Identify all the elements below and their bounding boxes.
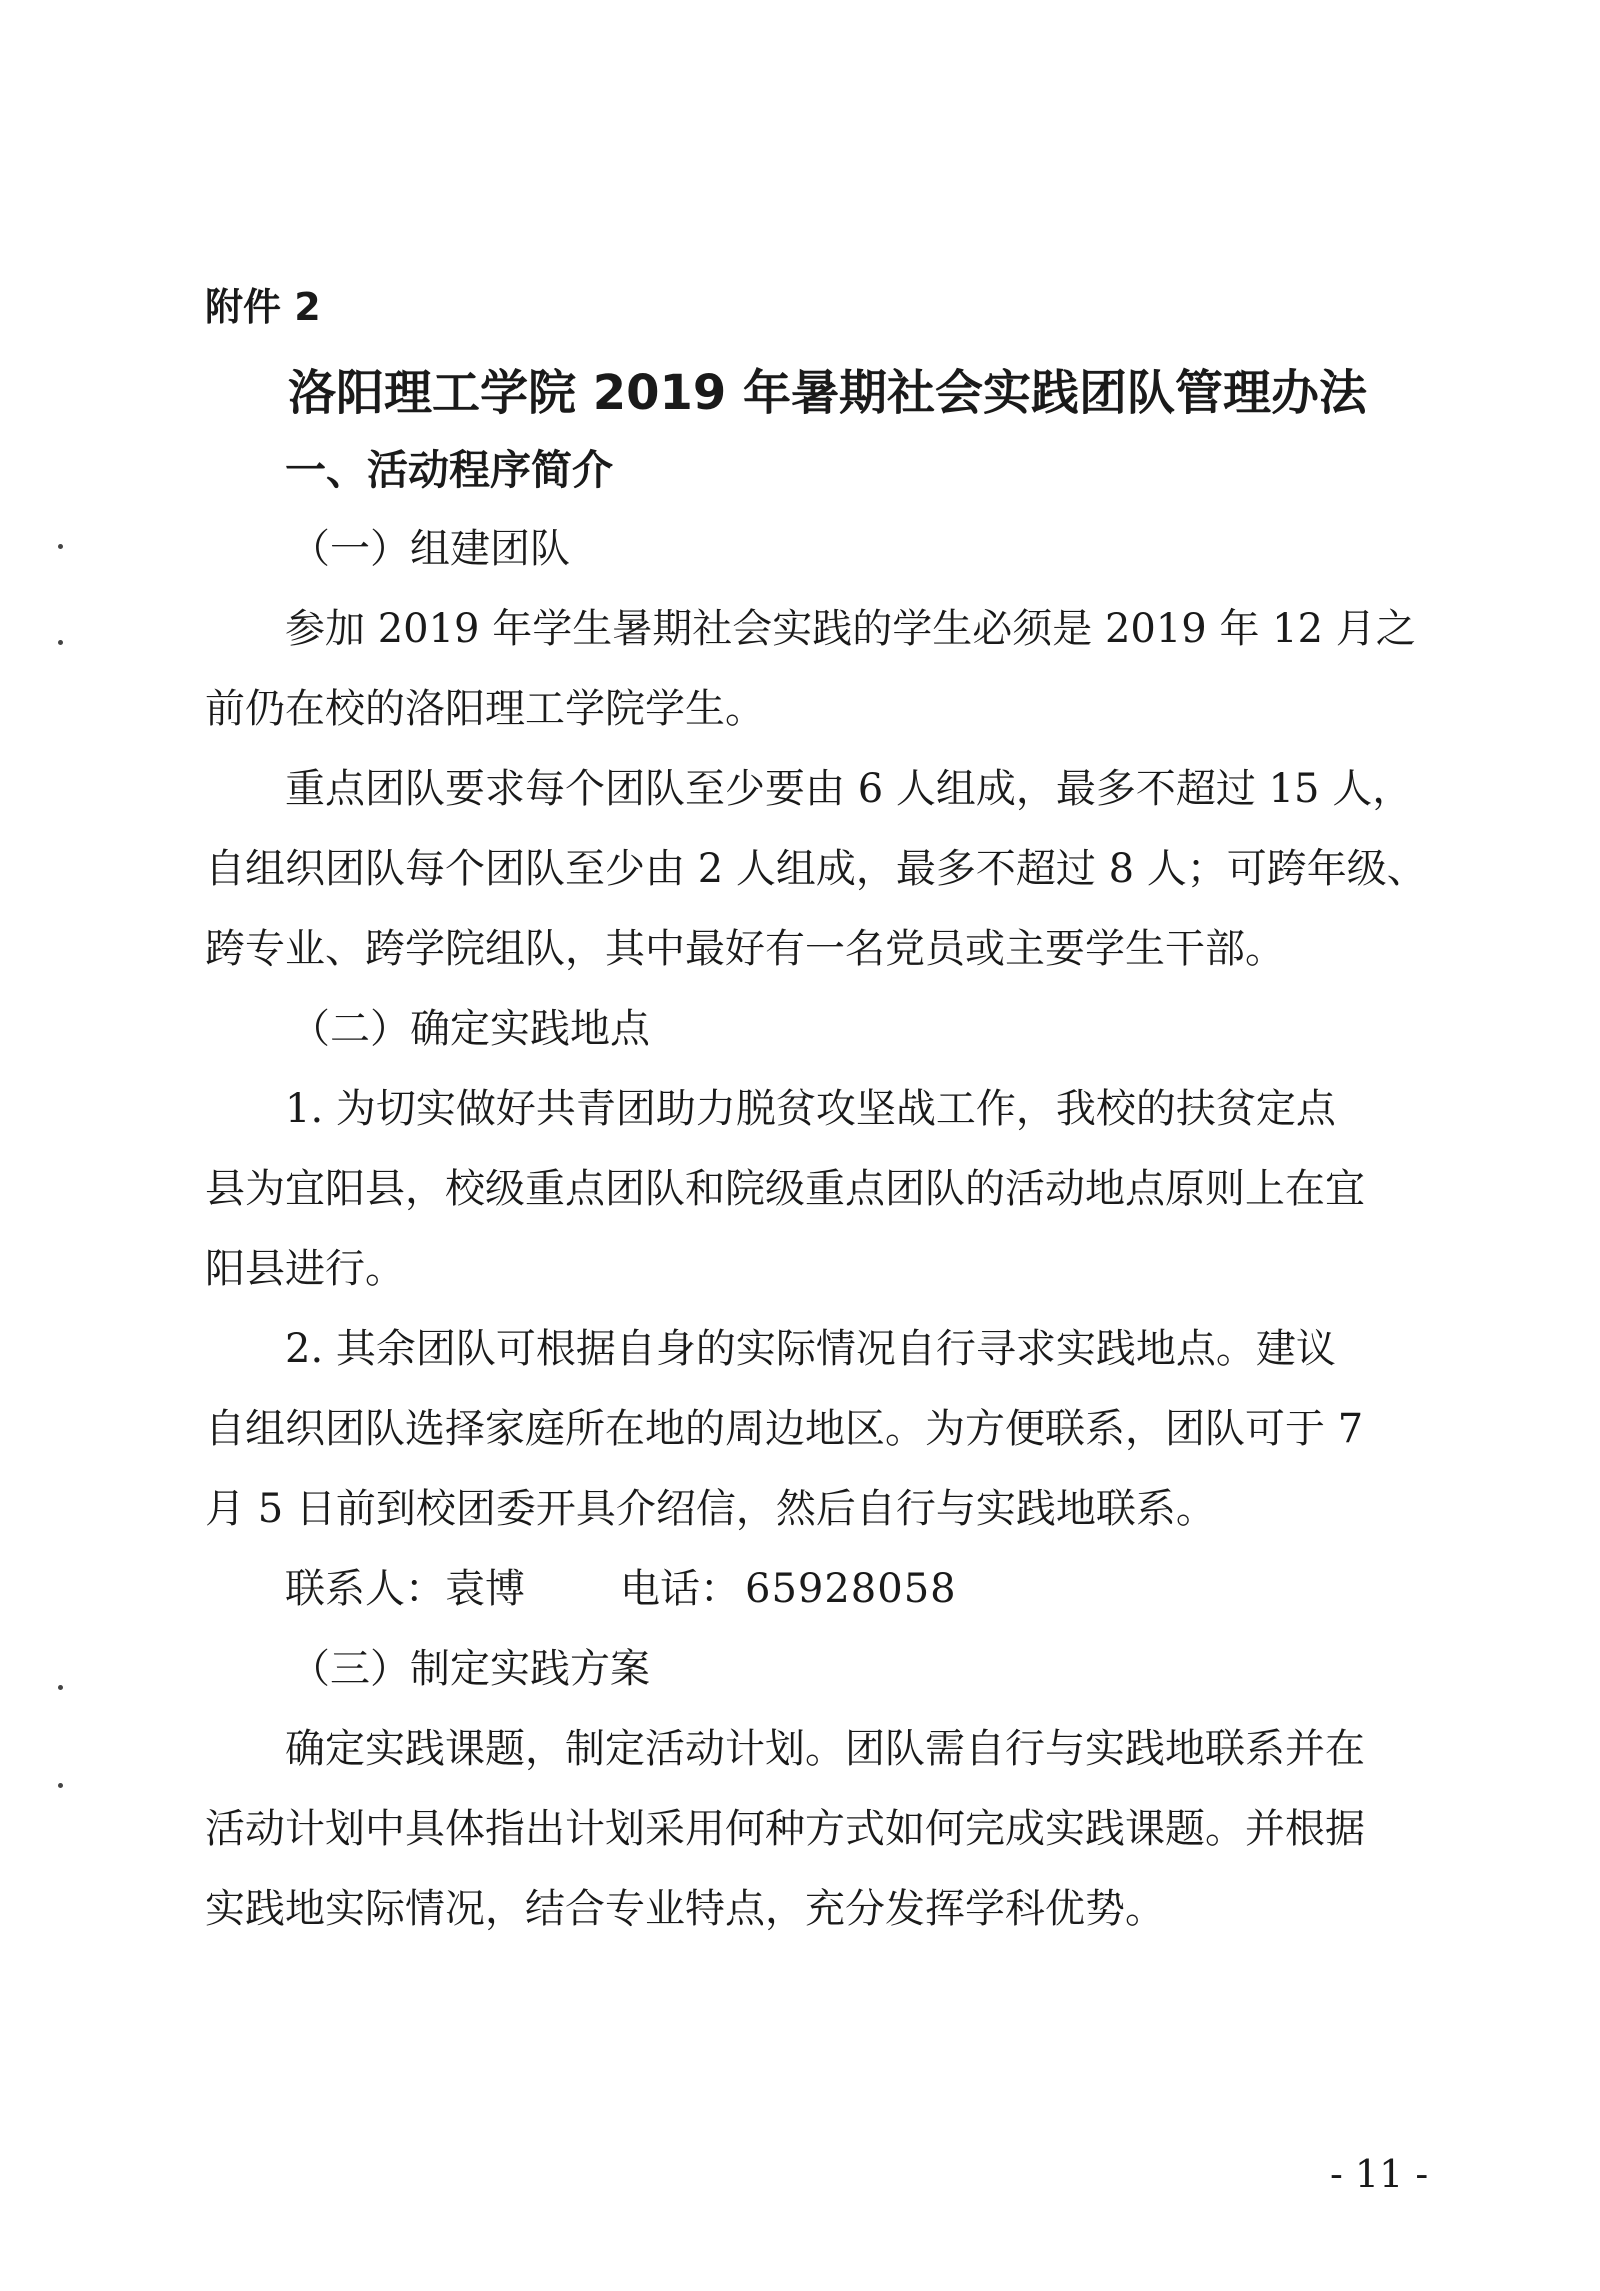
page-number: - 11 -	[1330, 2152, 1429, 2196]
section-heading: 一、活动程序简介	[285, 446, 613, 494]
paragraph-line: 县为宜阳县，校级重点团队和院级重点团队的活动地点原则上在宜	[205, 1166, 1365, 1212]
subsection-heading-organize-team: （一）组建团队	[290, 526, 570, 572]
paragraph-line: 实践地实际情况，结合专业特点，充分发挥学科优势。	[205, 1886, 1165, 1932]
paragraph-line: 自组织团队每个团队至少由 2 人组成，最多不超过 8 人；可跨年级、	[205, 846, 1427, 892]
paragraph-line: 自组织团队选择家庭所在地的周边地区。为方便联系，团队可于 7	[205, 1406, 1364, 1452]
scan-dot	[58, 544, 63, 549]
scan-dot	[58, 1783, 63, 1788]
paragraph-line: 活动计划中具体指出计划采用何种方式如何完成实践课题。并根据	[205, 1806, 1365, 1852]
paragraph-line: 2. 其余团队可根据自身的实际情况自行寻求实践地点。建议	[285, 1326, 1336, 1372]
document-title: 洛阳理工学院 2019 年暑期社会实践团队管理办法	[288, 365, 1368, 421]
paragraph-line: 确定实践课题，制定活动计划。团队需自行与实践地联系并在	[285, 1726, 1365, 1772]
scan-dot	[58, 640, 63, 645]
attachment-label: 附件 2	[205, 285, 321, 329]
phone-number: 65928058	[745, 1566, 957, 1612]
paragraph-line: 阳县进行。	[205, 1246, 405, 1292]
contact-person: 联系人：袁博	[285, 1566, 525, 1612]
scan-dot	[58, 1685, 63, 1690]
subsection-heading-practice-location: （二）确定实践地点	[290, 1006, 650, 1052]
paragraph-line: 跨专业、跨学院组队，其中最好有一名党员或主要学生干部。	[205, 926, 1285, 972]
paragraph-line: 重点团队要求每个团队至少要由 6 人组成，最多不超过 15 人，	[285, 766, 1413, 812]
paragraph-line: 月 5 日前到校团委开具介绍信，然后自行与实践地联系。	[205, 1486, 1216, 1532]
paragraph-line: 前仍在校的洛阳理工学院学生。	[205, 686, 765, 732]
subsection-heading-practice-plan: （三）制定实践方案	[290, 1646, 650, 1692]
paragraph-line: 参加 2019 年学生暑期社会实践的学生必须是 2019 年 12 月之	[285, 606, 1416, 652]
paragraph-line: 1. 为切实做好共青团助力脱贫攻坚战工作，我校的扶贫定点	[285, 1086, 1336, 1132]
phone-label: 电话：	[620, 1566, 740, 1612]
